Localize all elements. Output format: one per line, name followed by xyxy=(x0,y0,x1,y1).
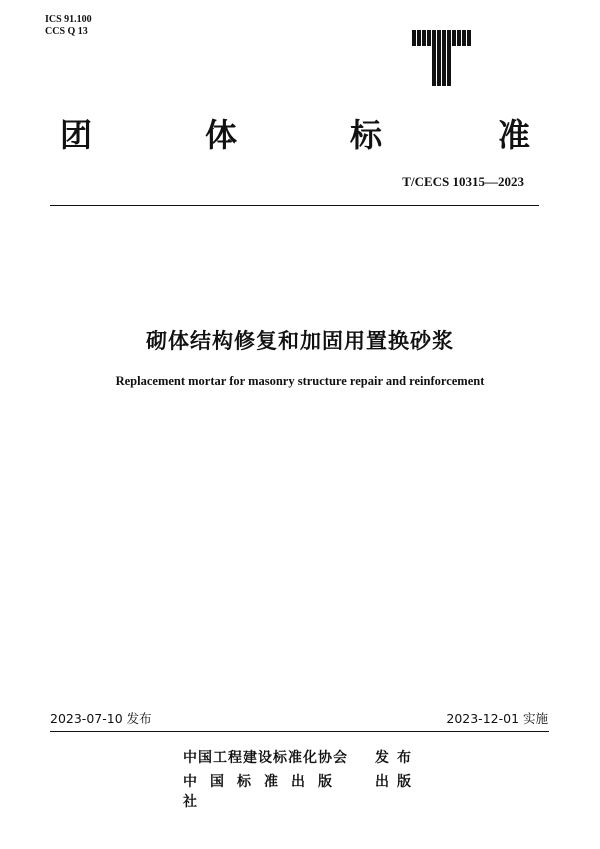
title-english: Replacement mortar for masonry structure repair and reinforcement xyxy=(115,374,485,388)
category-char: 准 xyxy=(498,116,531,154)
ccs-code: CCS Q 13 xyxy=(45,26,88,37)
standard-type-logo xyxy=(412,20,472,86)
effective-date: 2023-12-01 实施 xyxy=(446,711,548,726)
logo-t-stem xyxy=(432,46,452,86)
classification-codes xyxy=(45,14,92,38)
publishing-action: 出版 xyxy=(375,774,419,790)
standard-category xyxy=(60,110,538,154)
issuing-action: 发布 xyxy=(375,750,419,766)
footer-divider xyxy=(50,731,549,732)
publishing-house: 中国标准出版社 xyxy=(183,774,345,810)
category-char: 团 xyxy=(60,116,93,154)
issue-date: 2023-07-10 发布 xyxy=(50,711,152,726)
issuing-organization: 中国工程建设标准化协会 xyxy=(183,750,348,766)
category-char: 体 xyxy=(205,116,238,154)
title-chinese: 砌体结构修复和加固用置换砂浆 xyxy=(146,329,454,353)
ics-code: ICS 91.100 xyxy=(45,14,92,25)
header-divider xyxy=(50,205,539,206)
standard-number: T/CECS 10315—2023 xyxy=(402,174,524,189)
category-char: 标 xyxy=(350,116,383,154)
logo-t-crossbar xyxy=(412,30,472,46)
